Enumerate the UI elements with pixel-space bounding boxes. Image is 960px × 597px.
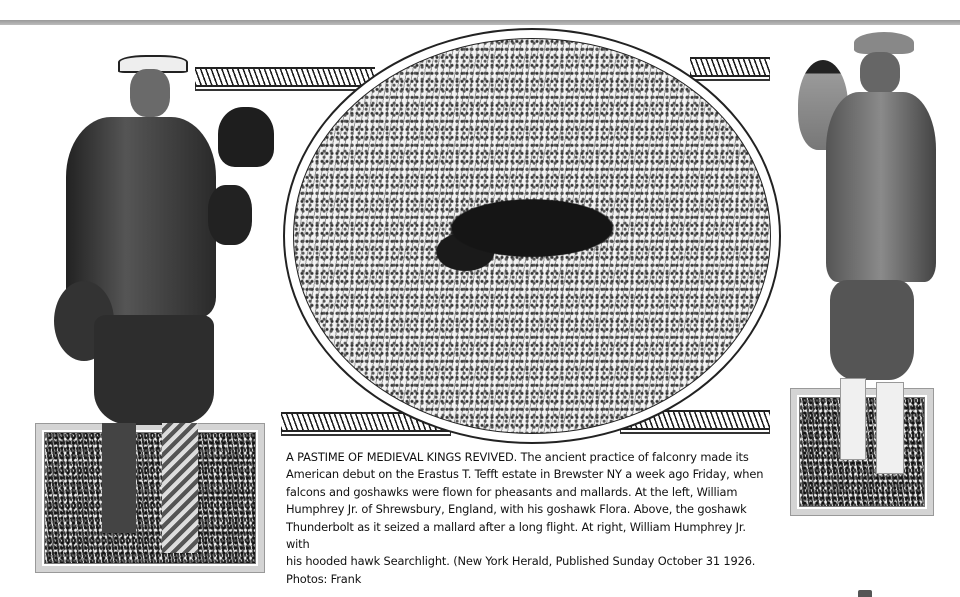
right-sock [876,382,904,474]
caption [286,449,766,588]
page-number-fragment [858,590,872,597]
caption-line: his hooded hawk Searchlight. (New York Herald, Published Sunday October 31 1926. [286,554,756,569]
right-leg [162,423,198,553]
head [130,69,170,117]
caption-line: Humphrey Jr. of Shrewsbury, England, with his goshawk Flora. Above, the goshawk [286,502,747,517]
left-leg [102,423,136,533]
jacket [826,92,936,282]
goshawk-flora [218,107,274,167]
gloved-hand [208,185,252,245]
center-oval-photo [283,28,781,444]
legs [94,315,214,425]
caption-line: Thunderbolt as it seized a mallard after a long flight. At right, William Humphrey Jr. with [286,519,746,552]
left-photo-figure [36,45,286,565]
cap [854,32,914,54]
decorative-band-top-right [690,57,770,77]
caption-line: A PASTIME OF MEDIEVAL KINGS REVIVED. The ancient practice of falconry made its [286,450,749,464]
goshawk-mallard-image [293,38,771,434]
caption-line: falcons and goshawks were flown for pheasants and mallards. At the left, William [286,484,738,499]
top-rule [0,20,960,25]
head [860,52,900,94]
left-sock [840,378,866,460]
caption-line: American debut on the Erastus T. Tefft estate in Brewster NY a week ago Friday, when [286,467,764,482]
breeches [830,280,914,380]
right-photo-figure [790,30,950,510]
caption-line: Photos: Frank [286,571,362,586]
